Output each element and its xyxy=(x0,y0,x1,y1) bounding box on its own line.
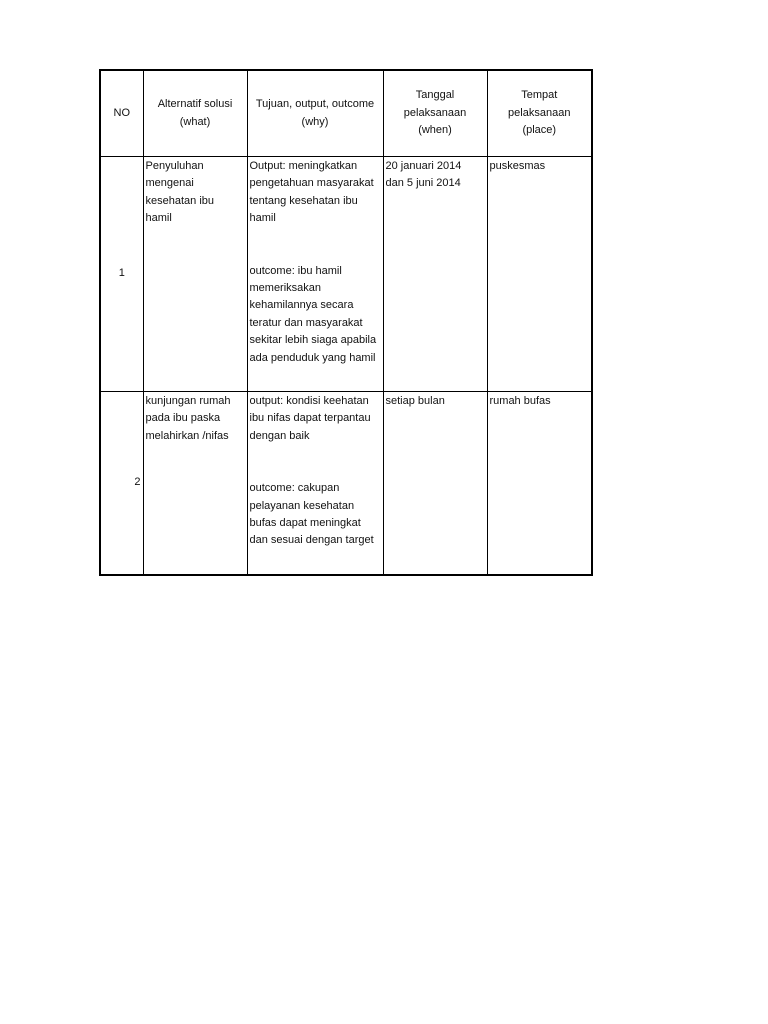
header-place xyxy=(487,70,592,157)
output-line: dengan baik xyxy=(249,429,310,442)
header-no xyxy=(100,70,143,157)
when-line: 20 januari 2014 xyxy=(385,160,462,172)
output-line: hamil xyxy=(249,212,276,225)
output-line: output: kondisi keehatan xyxy=(249,395,369,407)
cell-what xyxy=(143,157,247,392)
cell-no xyxy=(100,157,143,392)
header-place-line: Tempat xyxy=(521,89,558,102)
cell-place xyxy=(487,157,592,392)
header-why-line: (why) xyxy=(301,115,329,128)
row-number: 2 xyxy=(134,476,141,489)
header-what-line: (what) xyxy=(179,115,211,128)
cell-why xyxy=(247,392,383,576)
outcome-line: teratur dan masyarakat xyxy=(249,316,363,329)
table-row xyxy=(100,392,592,576)
header-place-line: (place) xyxy=(522,124,557,137)
cell-no xyxy=(100,392,143,576)
outcome-line: kehamilannya secara xyxy=(249,299,354,312)
outcome-line: memeriksakan xyxy=(249,282,322,295)
table-row xyxy=(100,157,592,392)
header-when-line: (when) xyxy=(418,124,452,137)
cell-when xyxy=(383,157,487,392)
outcome-line: bufas dapat meningkat xyxy=(249,517,361,530)
header-row xyxy=(100,70,592,157)
output-line: Output: meningkatkan xyxy=(249,160,358,172)
what-line: pada ibu paska xyxy=(145,412,221,425)
header-when-line: Tanggal xyxy=(415,89,455,102)
cell-what xyxy=(143,392,247,576)
outcome-line: outcome: ibu hamil xyxy=(249,264,342,277)
spreadsheet-table-container xyxy=(99,69,593,576)
header-what-line: Alternatif solusi xyxy=(157,98,233,111)
output-line: pengetahuan masyarakat xyxy=(249,177,374,190)
output-line: tentang kesehatan ibu xyxy=(249,194,358,207)
what-line: Penyuluhan xyxy=(145,160,204,172)
what-line: kesehatan ibu xyxy=(145,194,214,207)
header-no-label: NO xyxy=(113,106,130,119)
action-plan-table xyxy=(99,69,593,576)
when-line: dan 5 juni 2014 xyxy=(385,177,461,190)
header-why xyxy=(247,70,383,157)
what-line: mengenai xyxy=(145,177,194,190)
when-line: setiap bulan xyxy=(385,395,445,407)
cell-why xyxy=(247,157,383,392)
outcome-line: sekitar lebih siaga apabila xyxy=(249,334,377,347)
outcome-line: outcome: cakupan xyxy=(249,482,340,495)
blank-spacer xyxy=(250,445,381,480)
header-what xyxy=(143,70,247,157)
header-why-line: Tujuan, output, outcome xyxy=(255,98,375,111)
what-line: melahirkan /nifas xyxy=(145,429,229,442)
place-line: rumah bufas xyxy=(489,395,551,407)
outcome-line: ada penduduk yang hamil xyxy=(249,351,376,364)
output-line: ibu nifas dapat terpantau xyxy=(249,412,371,425)
what-line: kunjungan rumah xyxy=(145,395,231,407)
blank-spacer xyxy=(250,228,381,263)
what-line: hamil xyxy=(145,212,172,225)
outcome-line: pelayanan kesehatan xyxy=(249,499,355,512)
header-when-line: pelaksanaan xyxy=(403,106,467,119)
cell-when xyxy=(383,392,487,576)
row-number: 1 xyxy=(118,267,125,280)
outcome-line: dan sesuai dengan target xyxy=(249,534,374,547)
place-line: puskesmas xyxy=(489,160,546,172)
cell-place xyxy=(487,392,592,576)
header-place-line: pelaksanaan xyxy=(508,106,571,119)
header-when xyxy=(383,70,487,157)
